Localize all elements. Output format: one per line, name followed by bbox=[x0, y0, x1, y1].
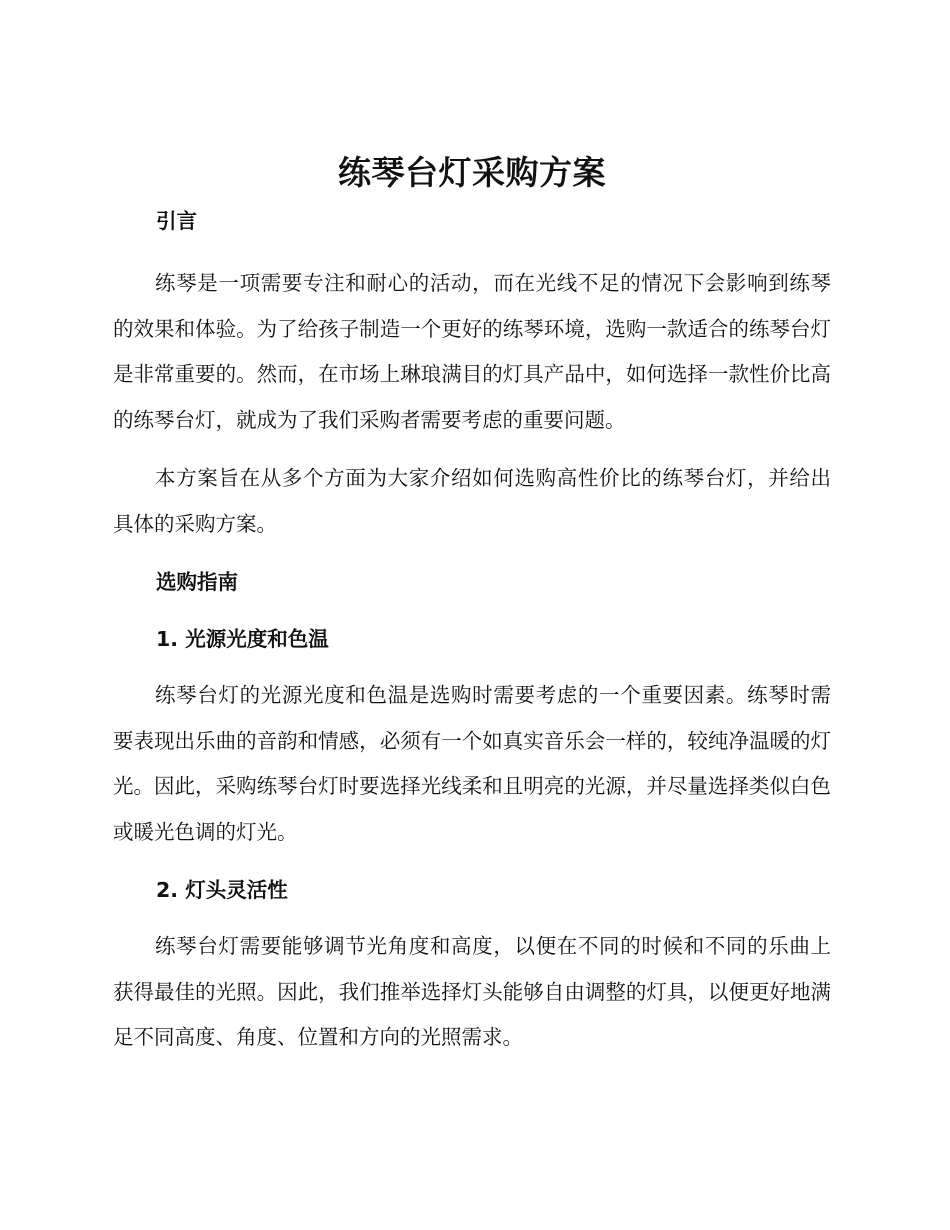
paragraph-light-source: 练琴台灯的光源光度和色温是选购时需要考虑的一个重要因素。练琴时需要表现出乐曲的音韵和情感，必须有一个如真实音乐会一样的，较纯净温暖的灯光。因此，采购练琴台灯时要选择光线柔和且明亮的光源，并尽量选择类似白色或暖光色调的灯光。 bbox=[113, 683, 831, 844]
paragraph-lamp-head-flexibility: 练琴台灯需要能够调节光角度和高度，以便在不同的时候和不同的乐曲上获得最佳的光照。因此，我们推举选择灯头能够自由调整的灯具，以便更好地满足不同高度、角度、位置和方向的光照需求。 bbox=[113, 934, 831, 1049]
subsection-heading-lamp-head-flexibility: 2. 灯头灵活性 bbox=[156, 878, 288, 902]
paragraph-introduction-2: 本方案旨在从多个方面为大家介绍如何选购高性价比的练琴台灯，并给出具体的采购方案。 bbox=[113, 466, 831, 536]
document-title: 练琴台灯采购方案 bbox=[338, 153, 606, 192]
paragraph-introduction-1: 练琴是一项需要专注和耐心的活动，而在光线不足的情况下会影响到练琴的效果和体验。为了给孩子制造一个更好的练琴环境，选购一款适合的练琴台灯是非常重要的。然而，在市场上琳琅满目的灯具产品中，如何选择一款性价比高的练琴台灯，就成为了我们采购者需要考虑的重要问题。 bbox=[113, 271, 831, 432]
subsection-heading-light-source: 1. 光源光度和色温 bbox=[156, 627, 329, 651]
section-heading-buying-guide: 选购指南 bbox=[156, 570, 238, 594]
document-page bbox=[113, 150, 831, 1061]
section-heading-introduction: 引言 bbox=[156, 209, 197, 233]
